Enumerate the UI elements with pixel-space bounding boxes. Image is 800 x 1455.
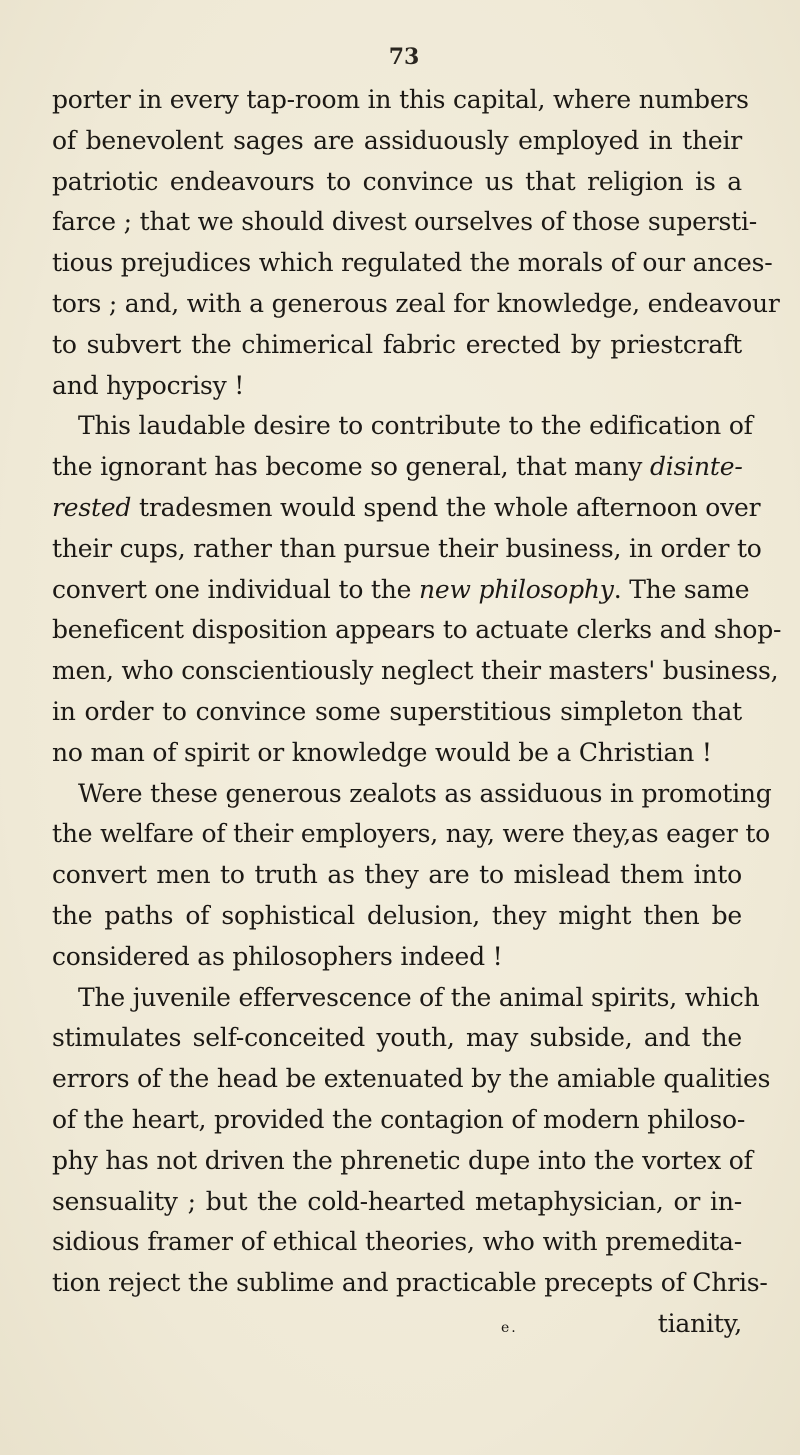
- text-line: beneficent disposition appears to actuate clerks and shop-: [52, 615, 782, 645]
- text-line: rested tradesmen would spend the whole afternoon over: [52, 492, 761, 522]
- text-line: considered as philosophers indeed !: [52, 941, 503, 971]
- text-line: of the heart, provided the contagion of modern philoso-: [52, 1104, 746, 1134]
- text-line: tors ; and, with a generous zeal for knowledge, endeavour: [52, 288, 780, 318]
- text-line: phy has not driven the phrenetic dupe into the vortex of: [52, 1145, 753, 1175]
- text-line: This laudable desire to contribute to the edification of: [78, 411, 753, 441]
- body-text: [52, 80, 782, 1345]
- text-line: tious prejudices which regulated the morals of our ances-: [52, 248, 773, 278]
- text-line: porter in every tap-room in this capital, where numbers: [52, 85, 749, 114]
- text-line: sensuality ; but the cold-hearted metaphysician, or in-: [52, 1186, 742, 1216]
- text-line: men, who conscientiously neglect their masters' business,: [52, 656, 779, 686]
- text-line: and hypocrisy !: [52, 370, 245, 400]
- italic-phrase: rested: [52, 492, 132, 522]
- text-line: to subvert the chimerical fabric erected by priestcraft: [52, 329, 742, 359]
- text-line: The juvenile effervescence of the animal spirits, which: [78, 982, 760, 1012]
- page-number: 73: [388, 44, 420, 70]
- text-line: of benevolent sages are assiduously employed in their: [52, 125, 742, 155]
- text-line: the paths of sophistical delusion, they might then be: [52, 900, 742, 930]
- footer-line: [52, 1304, 742, 1345]
- text-line: farce ; that we should divest ourselves of those supersti-: [52, 207, 758, 237]
- catchword: tianity,: [657, 1308, 742, 1338]
- italic-phrase: new philosophy: [419, 574, 614, 604]
- text-line: convert one individual to the new philosophy. The same: [52, 574, 750, 604]
- text-line: the ignorant has become so general, that many disinte-: [52, 452, 743, 482]
- signature-mark: e.: [501, 1319, 518, 1336]
- text-line: the welfare of their employers, nay, were they,as eager to: [52, 819, 771, 849]
- text-line: tion reject the sublime and practicable precepts of Chris-: [52, 1268, 768, 1298]
- text-line: stimulates self-conceited youth, may subside, and the: [52, 1023, 742, 1053]
- text-line: patriotic endeavours to convince us that religion is a: [52, 166, 742, 196]
- text-line: errors of the head be extenuated by the amiable qualities: [52, 1064, 771, 1094]
- text-line: in order to convince some superstitious simpleton that: [52, 696, 742, 726]
- text-line: Were these generous zealots as assiduous in promoting: [78, 778, 772, 808]
- text-line: convert men to truth as they are to mislead them into: [52, 860, 742, 890]
- italic-phrase: disinte-: [649, 452, 743, 482]
- text-line: sidious framer of ethical theories, who with premedita-: [52, 1227, 742, 1257]
- text-line: their cups, rather than pursue their business, in order to: [52, 533, 762, 563]
- text-line: no man of spirit or knowledge would be a Christian !: [52, 737, 712, 767]
